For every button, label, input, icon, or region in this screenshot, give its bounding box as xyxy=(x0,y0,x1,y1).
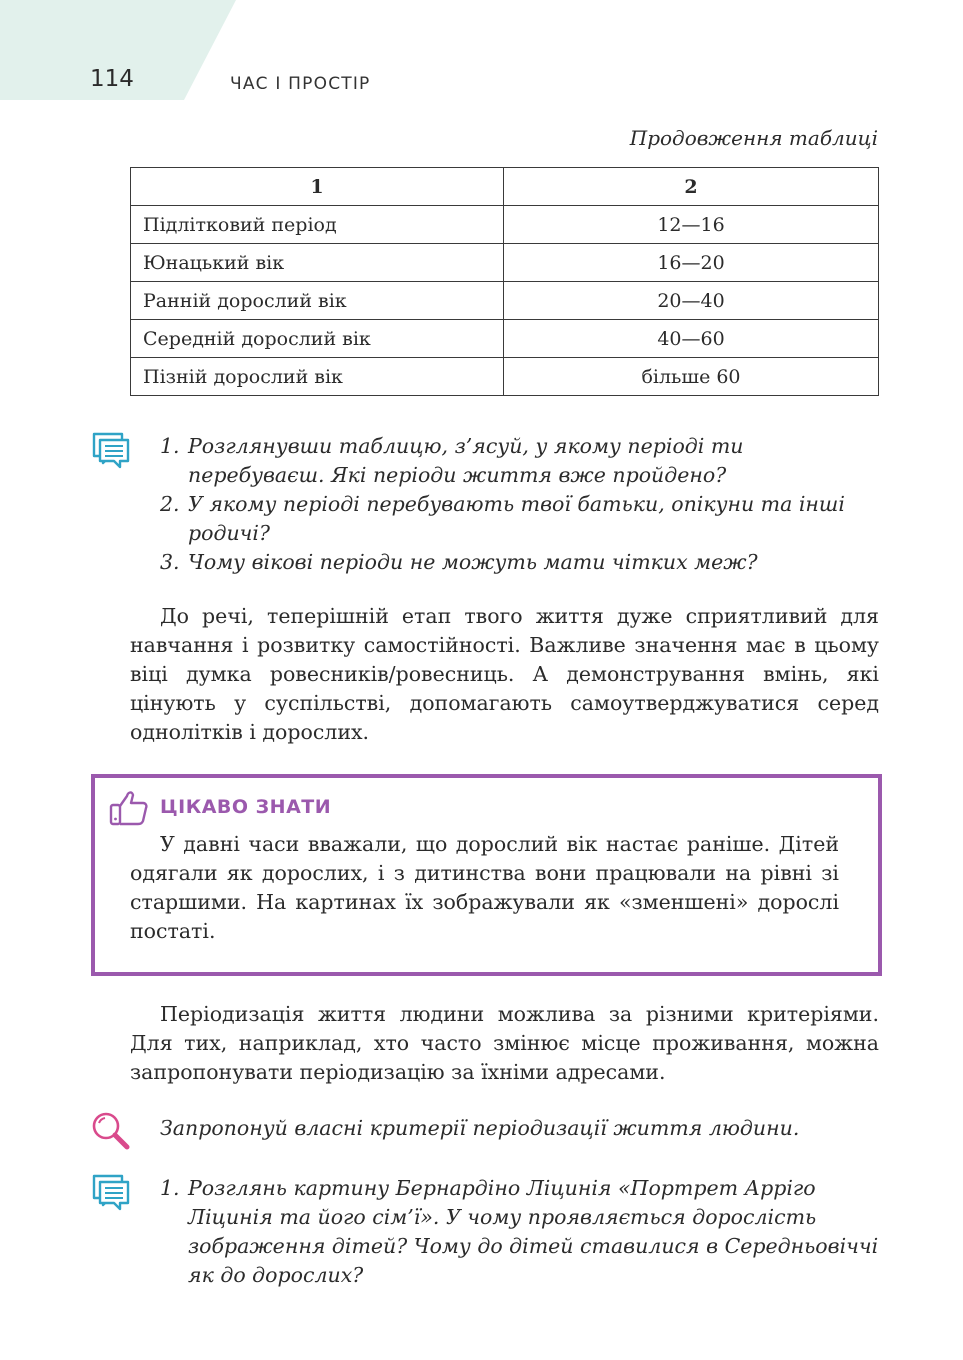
list-item xyxy=(160,1174,880,1290)
list-item xyxy=(160,490,880,548)
question-text: Розглянь картину Бернардіно Ліцинія «Портрет Арріго Ліцинія та його сім’ї». У чому проявляється дорослість зображення дітей? Чому до дітей ставилися в Середньовіччі як до дорослих? xyxy=(188,1176,879,1287)
fact-box-text: У давні часи вважали, що дорослий вік настає раніше. Дітей одягали як дорослих, і з дитинства вони працювали на рівні зі старшими. На картинах їх зображували як «зменшені» дорослі постаті. xyxy=(130,832,839,943)
table-cell-age: 40—60 xyxy=(504,320,879,358)
table-row xyxy=(131,358,879,396)
question-number: 3. xyxy=(160,550,180,574)
table-cell-period: Юнацький вік xyxy=(131,244,504,282)
questions-list xyxy=(160,432,880,577)
questions-list xyxy=(160,1174,880,1290)
discussion-icon xyxy=(90,430,130,470)
table-cell-age: 16—20 xyxy=(504,244,879,282)
research-prompt: Запропонуй власні критерії періодизації життя людини. xyxy=(160,1116,800,1140)
thumbs-up-icon xyxy=(108,788,150,828)
table-cell-period: Пізній дорослий вік xyxy=(131,358,504,396)
table-cell-age: 20—40 xyxy=(504,282,879,320)
section-title: ЧАС І ПРОСТІР xyxy=(230,74,371,94)
table-row xyxy=(131,206,879,244)
table-row xyxy=(131,320,879,358)
table-row xyxy=(131,244,879,282)
list-item xyxy=(160,432,880,490)
table-cell-period: Ранній дорослий вік xyxy=(131,282,504,320)
table-cell-age: більше 60 xyxy=(504,358,879,396)
table-caption: Продовження таблиці xyxy=(629,126,878,150)
question-text: Чому вікові періоди не можуть мати чітких меж? xyxy=(188,550,758,574)
question-text: У якому періоді перебувають твої батьки, опікуни та інші родичі? xyxy=(188,492,845,545)
paragraph: До речі, теперішній етап твого життя дуже сприятливий для навчання і розвитку самостійності. Важливе значення має в цьому віці думка ровесників/ровесниць. А демонстрування вмінь, які цінують у суспільстві, допомагають самоутверджуватися серед однолітків і дорослих. xyxy=(130,604,879,744)
discussion-icon xyxy=(90,1172,130,1212)
table-header-row xyxy=(131,168,879,206)
list-item xyxy=(160,548,880,577)
question-number: 1. xyxy=(160,434,180,458)
table-cell-period: Середній дорослий вік xyxy=(131,320,504,358)
question-number: 1. xyxy=(160,1176,180,1200)
magnifier-icon xyxy=(90,1110,132,1152)
table-header-cell: 1 xyxy=(131,168,504,206)
paragraph: Періодизація життя людини можлива за різними критеріями. Для тих, наприклад, хто часто змінює місце проживання, можна запропонувати періодизацію за їхніми адресами. xyxy=(130,1002,879,1084)
table-cell-age: 12—16 xyxy=(504,206,879,244)
age-periods-table xyxy=(130,167,879,396)
table-header-cell: 2 xyxy=(504,168,879,206)
question-text: Розглянувши таблицю, з’ясуй, у якому періоді ти перебуваєш. Які періоди життя вже пройдено? xyxy=(188,434,744,487)
table-row xyxy=(131,282,879,320)
question-number: 2. xyxy=(160,492,180,516)
table-cell-period: Підлітковий період xyxy=(131,206,504,244)
page-number: 114 xyxy=(90,66,134,92)
fact-box-title: ЦІКАВО ЗНАТИ xyxy=(160,796,332,818)
